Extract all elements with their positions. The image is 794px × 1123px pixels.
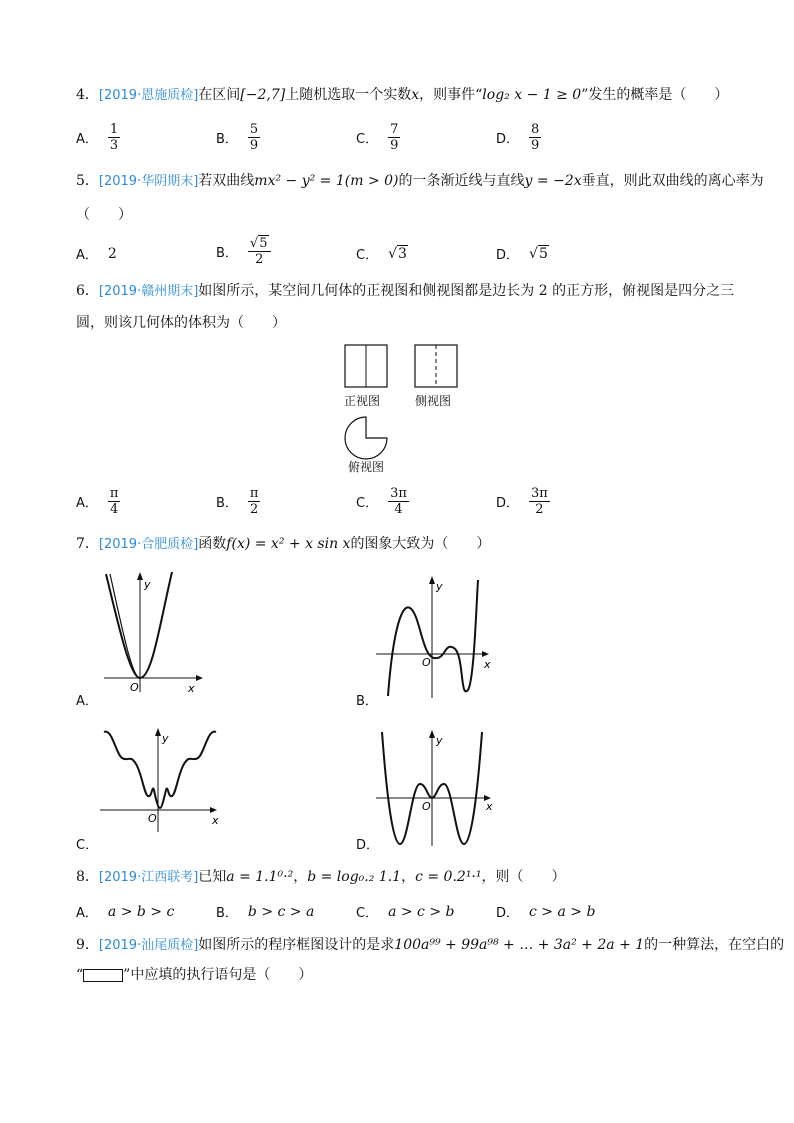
question-text: ，则事件“ bbox=[419, 87, 483, 103]
question-text: 函数 bbox=[198, 536, 227, 552]
option-b[interactable] bbox=[216, 486, 260, 517]
denominator: 9 bbox=[390, 138, 399, 153]
option-c[interactable] bbox=[356, 902, 455, 921]
option-d[interactable] bbox=[496, 244, 549, 263]
fraction bbox=[388, 486, 409, 517]
q8-options bbox=[76, 902, 736, 924]
option-label: A． bbox=[76, 906, 98, 921]
question-4 bbox=[76, 84, 734, 107]
question-text: 若双曲线 bbox=[198, 173, 255, 189]
radicand: 5 bbox=[538, 245, 548, 262]
fraction bbox=[248, 486, 261, 517]
math-function: f(x) = x² + x sin x bbox=[226, 536, 351, 552]
option-label: D． bbox=[496, 496, 520, 511]
graph-b-label: B． bbox=[356, 694, 378, 709]
front-view-label: 正视图 bbox=[344, 394, 381, 408]
source-tag: [2019·华阴期末] bbox=[98, 174, 199, 189]
option-label: B． bbox=[216, 246, 238, 261]
fraction bbox=[108, 122, 120, 153]
source-tag: [2019·合肥质检] bbox=[98, 537, 199, 552]
question-9 bbox=[76, 934, 785, 957]
math-equation: mx² − y² = 1(m > 0) bbox=[254, 173, 399, 189]
q4-options bbox=[76, 122, 736, 158]
option-label: C． bbox=[356, 496, 379, 511]
option-value: b > c > a bbox=[247, 903, 315, 920]
axis-x-label: x bbox=[486, 800, 493, 813]
denominator: 3 bbox=[109, 138, 119, 153]
question-text: 在区间 bbox=[198, 87, 241, 103]
math-line: y = −2x bbox=[524, 173, 582, 189]
denominator: 2 bbox=[535, 502, 544, 517]
question-text: 的一种算法，在空白的 bbox=[644, 937, 785, 953]
origin-label: O bbox=[148, 812, 157, 825]
option-a[interactable] bbox=[76, 122, 120, 153]
sqrt: √3 bbox=[388, 245, 407, 262]
question-6 bbox=[76, 280, 734, 303]
question-number: 7． bbox=[76, 536, 99, 552]
question-number: 6． bbox=[76, 283, 99, 299]
numerator: 3π bbox=[390, 486, 407, 501]
option-a[interactable] bbox=[76, 902, 174, 921]
option-label: B． bbox=[216, 132, 238, 147]
numerator: π bbox=[109, 486, 119, 501]
axis-x-label: x bbox=[484, 658, 491, 671]
option-label: C． bbox=[356, 132, 379, 147]
option-c[interactable] bbox=[356, 486, 409, 517]
numerator: 1 bbox=[109, 122, 119, 137]
question-5-paren bbox=[76, 204, 734, 226]
question-number: 4． bbox=[76, 87, 99, 103]
separator: ， bbox=[401, 869, 416, 885]
separator: ， bbox=[293, 869, 308, 885]
blank-box bbox=[83, 969, 123, 982]
source-tag: [2019·赣州期末] bbox=[98, 284, 199, 299]
source-tag: [2019·恩施质检] bbox=[98, 88, 199, 103]
numerator: π bbox=[249, 486, 259, 501]
math-c-def: c = 0.2¹·¹ bbox=[415, 869, 482, 885]
axis-y-label: y bbox=[436, 580, 443, 593]
quote-open: “ bbox=[76, 967, 84, 983]
option-label: D． bbox=[496, 906, 520, 921]
math-variable: x bbox=[411, 87, 420, 103]
question-text: ，则（ ） bbox=[481, 869, 566, 885]
question-5 bbox=[76, 170, 764, 193]
fraction bbox=[248, 122, 260, 153]
origin-label: O bbox=[422, 800, 431, 813]
denominator: 4 bbox=[394, 502, 403, 517]
question-7 bbox=[76, 533, 734, 556]
numerator bbox=[248, 236, 271, 252]
question-text: 垂直，则此双曲线的离心率为 bbox=[581, 173, 764, 189]
source-tag: [2019·江西联考] bbox=[98, 870, 199, 885]
top-view-three-quarter-circle bbox=[345, 417, 387, 459]
math-b-def: b = log₀.₂ 1.1 bbox=[307, 869, 402, 885]
option-a[interactable] bbox=[76, 244, 117, 263]
option-value: a > b > c bbox=[107, 903, 175, 920]
origin-label: O bbox=[130, 681, 139, 692]
option-label: B． bbox=[216, 496, 238, 511]
fraction bbox=[108, 486, 121, 517]
origin-label: O bbox=[422, 656, 431, 669]
question-9-line2 bbox=[76, 964, 734, 986]
option-label: B． bbox=[216, 906, 238, 921]
question-text: 如图所示的程序框图设计的是求 bbox=[198, 937, 395, 953]
question-text: 的一条渐近线与直线 bbox=[398, 173, 525, 189]
top-view-label: 俯视图 bbox=[348, 460, 385, 474]
denominator: 4 bbox=[110, 502, 119, 517]
numerator: 3π bbox=[531, 486, 548, 501]
answer-paren: （ ） bbox=[76, 207, 132, 223]
question-text: 已知 bbox=[198, 869, 227, 885]
axis-x-label: x bbox=[212, 814, 219, 827]
option-value: a > c > b bbox=[388, 903, 455, 920]
graph-c[interactable] bbox=[100, 724, 230, 834]
question-number: 8． bbox=[76, 869, 99, 885]
option-label: D． bbox=[496, 248, 520, 263]
option-label: C． bbox=[356, 906, 379, 921]
option-label: A． bbox=[76, 132, 98, 147]
axis-y-label: y bbox=[144, 578, 151, 591]
denominator: 2 bbox=[255, 252, 264, 267]
question-text: ”中应填的执行语句是（ ） bbox=[123, 967, 313, 983]
option-value: 2 bbox=[107, 245, 117, 262]
question-text: 圆，则该几何体的体积为（ ） bbox=[76, 315, 286, 331]
question-text: 如图所示，某空间几何体的正视图和侧视图都是边长为 2 的正方形，俯视图是四分之三 bbox=[198, 283, 735, 299]
graph-a[interactable] bbox=[100, 568, 210, 692]
axis-x-label: x bbox=[188, 682, 195, 692]
axis-y-label: y bbox=[162, 732, 169, 745]
graph-d-label: D． bbox=[356, 838, 380, 853]
sqrt: √5 bbox=[529, 245, 548, 262]
question-number: 9． bbox=[76, 937, 99, 953]
radicand: 3 bbox=[398, 245, 407, 262]
option-label: D． bbox=[496, 132, 520, 147]
question-text: 上随机选取一个实数 bbox=[285, 87, 412, 103]
fraction bbox=[388, 122, 400, 153]
option-value: c > a > b bbox=[529, 903, 596, 920]
denominator: 9 bbox=[249, 138, 259, 153]
graph-b[interactable] bbox=[374, 572, 499, 702]
numerator: 5 bbox=[249, 122, 259, 137]
option-d[interactable] bbox=[496, 122, 541, 153]
option-a[interactable] bbox=[76, 486, 120, 517]
numerator: 7 bbox=[390, 122, 399, 137]
numerator: 8 bbox=[531, 122, 540, 137]
question-6-line2 bbox=[76, 312, 734, 334]
option-b[interactable] bbox=[216, 236, 271, 267]
math-expression: 100a⁹⁹ + 99a⁹⁸ + … + 3a² + 2a + 1 bbox=[394, 937, 645, 953]
sqrt: √5 bbox=[249, 236, 268, 251]
option-b[interactable] bbox=[216, 122, 260, 153]
option-label: C． bbox=[356, 248, 379, 263]
option-d[interactable] bbox=[496, 486, 550, 517]
q6-options bbox=[76, 486, 736, 522]
q5-options bbox=[76, 236, 736, 272]
denominator: 9 bbox=[531, 138, 540, 153]
question-text: ”发生的概率是（ ） bbox=[581, 87, 729, 103]
side-view-label: 侧视图 bbox=[415, 394, 452, 408]
source-tag: [2019·汕尾质检] bbox=[98, 938, 199, 953]
option-label: A． bbox=[76, 248, 98, 263]
math-event: log₂ x − 1 ≥ 0 bbox=[482, 87, 582, 103]
fraction bbox=[529, 486, 550, 517]
math-interval: [−2,7] bbox=[240, 87, 286, 103]
graph-a-label: A． bbox=[76, 694, 98, 709]
graph-d[interactable] bbox=[374, 726, 499, 848]
option-c[interactable] bbox=[356, 244, 408, 263]
fraction bbox=[248, 236, 271, 267]
denominator: 2 bbox=[250, 502, 259, 517]
option-b[interactable] bbox=[216, 902, 314, 921]
question-number: 5． bbox=[76, 173, 99, 189]
axis-y-label: y bbox=[436, 734, 443, 747]
option-label: A． bbox=[76, 496, 98, 511]
option-c[interactable] bbox=[356, 122, 400, 153]
fraction bbox=[529, 122, 541, 153]
option-d[interactable] bbox=[496, 902, 595, 921]
math-a-def: a = 1.1⁰·² bbox=[226, 869, 294, 885]
radicand: 5 bbox=[259, 236, 268, 251]
graph-c-label: C． bbox=[76, 838, 99, 853]
question-text: 的图象大致为（ ） bbox=[350, 536, 491, 552]
question-8 bbox=[76, 866, 734, 889]
